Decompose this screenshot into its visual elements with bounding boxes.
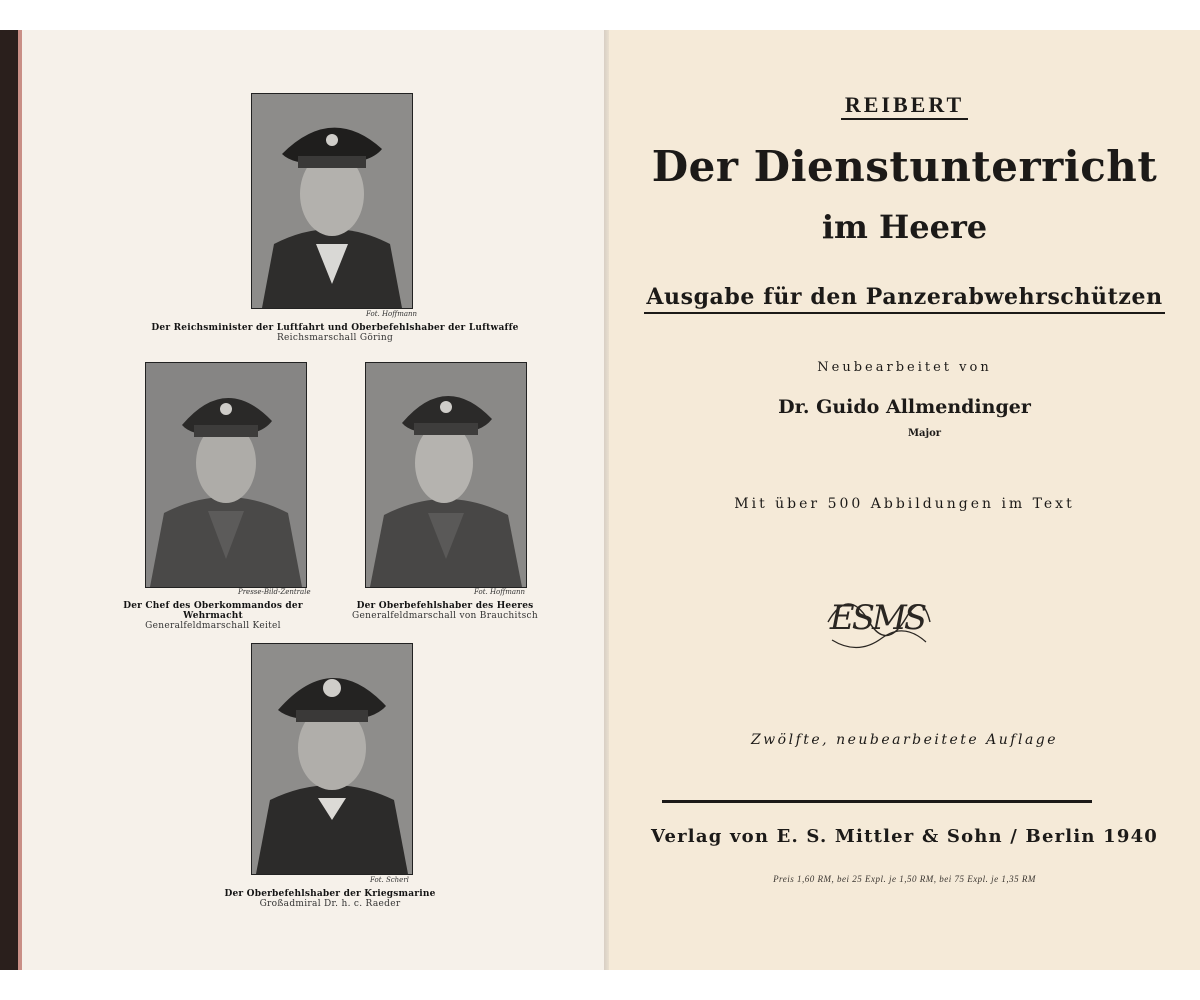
caption-title: Der Chef des Oberkommandos der Wehrmacht	[123, 601, 303, 621]
portrait-figure	[252, 94, 412, 308]
edition-number: Zwölfte, neubearbeitete Auflage	[750, 732, 1059, 748]
portrait-figure	[252, 644, 412, 874]
caption-name: Generalfeldmarschall von Brauchitsch	[352, 611, 538, 621]
photo-credit: Presse-Bild-Zentrale	[238, 588, 311, 596]
portrait-photo-raeder	[251, 643, 413, 875]
caption-name: Großadmiral Dr. h. c. Raeder	[259, 899, 401, 909]
publisher-monogram-logo	[818, 582, 936, 660]
book-author	[609, 92, 1200, 118]
editor-rank: Major	[907, 428, 942, 439]
portrait-photo-keitel	[145, 362, 307, 588]
caption-title: Der Reichsminister der Luftfahrt und Oberbefehlshaber der Luftwaffe	[151, 323, 519, 333]
illustrations-note: Mit über 500 Abbildungen im Text	[734, 496, 1075, 512]
divider-rule	[662, 800, 1092, 803]
caption-goering	[120, 323, 550, 343]
caption-title: Der Oberbefehlshaber des Heeres	[356, 601, 534, 611]
editor-name: Dr. Guido Allmendinger	[778, 396, 1031, 418]
caption-name: Generalfeldmarschall Keitel	[145, 621, 281, 631]
portrait-figure	[366, 363, 526, 587]
caption-title: Der Oberbefehlshaber der Kriegsmarine	[224, 889, 436, 899]
publisher-line: Verlag von E. S. Mittler & Sohn / Berlin 1940	[650, 826, 1159, 847]
revised-by-label: Neubearbeitet von	[817, 360, 992, 375]
price-line: Preis 1,60 RM, bei 25 Expl. je 1,50 RM, bei 75 Expl. je 1,35 RM	[773, 874, 1036, 884]
monogram-letters: ESMS	[829, 598, 925, 638]
photo-credit: Fot. Hoffmann	[366, 310, 418, 318]
caption-name: Reichsmarschall Göring	[276, 333, 394, 343]
portrait-photo-brauchitsch	[365, 362, 527, 588]
portrait-photo-goering	[251, 93, 413, 309]
edition-title	[609, 284, 1200, 310]
author-text: REIBERT	[841, 92, 968, 120]
edition-title-text: Ausgabe für den Panzerabwehrschützen	[644, 284, 1164, 314]
caption-raeder	[190, 889, 470, 909]
caption-keitel	[95, 601, 331, 631]
portrait-figure	[146, 363, 306, 587]
book-title: Der Dienstunterricht	[651, 142, 1158, 191]
book-title-line2: im Heere	[821, 208, 988, 246]
photo-credit: Fot. Scherl	[370, 876, 409, 884]
caption-brauchitsch	[340, 601, 550, 621]
photo-credit: Fot. Hoffmann	[474, 588, 526, 596]
